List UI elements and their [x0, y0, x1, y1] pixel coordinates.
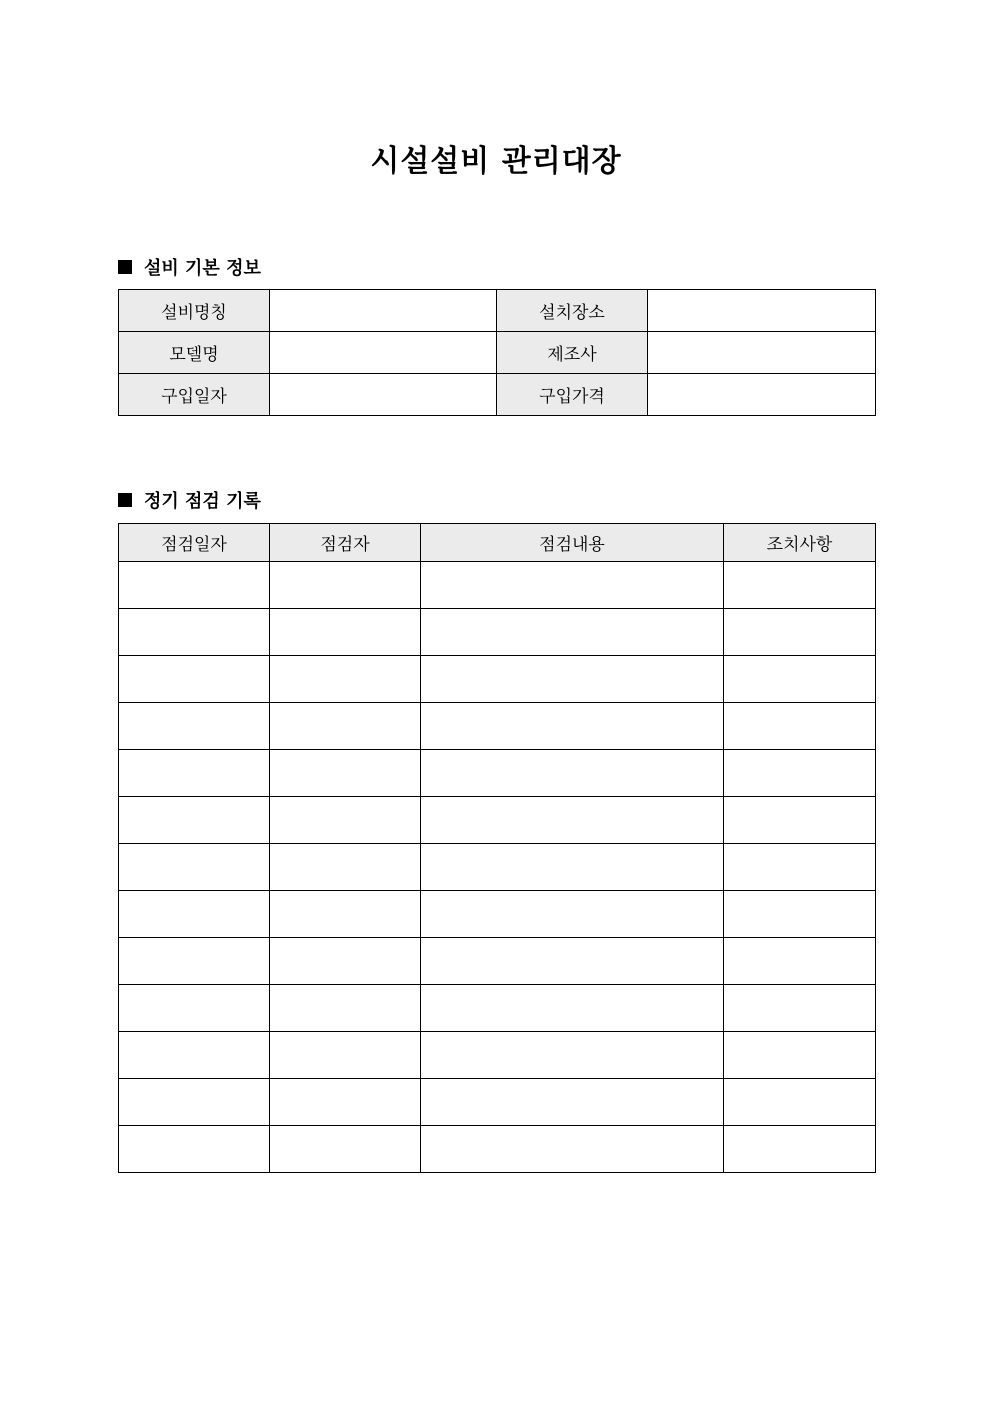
section-heading-inspection-log	[118, 487, 261, 513]
info-label-cell: 설비명칭	[119, 290, 270, 332]
info-label-cell: 모델명	[119, 332, 270, 374]
log-cell[interactable]	[119, 938, 270, 985]
log-cell[interactable]	[421, 938, 724, 985]
log-cell[interactable]	[421, 609, 724, 656]
equipment-info-table	[118, 289, 876, 416]
info-row	[119, 374, 876, 416]
info-value-cell[interactable]	[648, 290, 876, 332]
log-cell[interactable]	[270, 703, 421, 750]
log-cell[interactable]	[270, 797, 421, 844]
info-label-cell: 제조사	[497, 332, 648, 374]
inspection-log-table	[118, 523, 876, 1173]
info-value-cell[interactable]	[270, 290, 497, 332]
info-label-cell: 설치장소	[497, 290, 648, 332]
log-cell[interactable]	[724, 985, 876, 1032]
table-row	[119, 985, 876, 1032]
info-value-cell[interactable]	[270, 374, 497, 416]
log-cell[interactable]	[724, 1032, 876, 1079]
info-value-cell[interactable]	[648, 374, 876, 416]
log-cell[interactable]	[724, 1079, 876, 1126]
info-value-cell[interactable]	[648, 332, 876, 374]
square-bullet-icon	[118, 260, 132, 274]
log-cell[interactable]	[270, 844, 421, 891]
log-cell[interactable]	[421, 703, 724, 750]
log-cell[interactable]	[724, 844, 876, 891]
log-cell[interactable]	[270, 1032, 421, 1079]
log-cell[interactable]	[421, 1032, 724, 1079]
log-cell[interactable]	[270, 750, 421, 797]
log-cell[interactable]	[724, 656, 876, 703]
log-cell[interactable]	[119, 562, 270, 609]
table-row	[119, 891, 876, 938]
log-cell[interactable]	[119, 1032, 270, 1079]
log-cell[interactable]	[421, 891, 724, 938]
log-cell[interactable]	[119, 1079, 270, 1126]
table-row	[119, 797, 876, 844]
info-row	[119, 290, 876, 332]
log-cell[interactable]	[724, 609, 876, 656]
table-row	[119, 562, 876, 609]
log-cell[interactable]	[270, 1126, 421, 1173]
log-cell[interactable]	[119, 844, 270, 891]
log-cell[interactable]	[724, 750, 876, 797]
log-cell[interactable]	[270, 938, 421, 985]
log-cell[interactable]	[724, 703, 876, 750]
info-label-cell: 구입가격	[497, 374, 648, 416]
info-row	[119, 332, 876, 374]
info-label-cell: 구입일자	[119, 374, 270, 416]
log-cell[interactable]	[270, 1079, 421, 1126]
table-row	[119, 609, 876, 656]
log-cell[interactable]	[119, 797, 270, 844]
log-cell[interactable]	[119, 703, 270, 750]
table-row	[119, 1032, 876, 1079]
log-cell[interactable]	[421, 985, 724, 1032]
log-cell[interactable]	[421, 656, 724, 703]
section-heading-basic-info	[118, 254, 261, 280]
page-title: 시설설비 관리대장	[370, 144, 622, 179]
section-heading-label: 정기 점검 기록	[144, 491, 261, 512]
log-cell[interactable]	[119, 1126, 270, 1173]
table-row	[119, 1126, 876, 1173]
log-cell[interactable]	[119, 891, 270, 938]
log-cell[interactable]	[421, 844, 724, 891]
column-header: 점검일자	[119, 524, 270, 562]
table-row	[119, 938, 876, 985]
log-cell[interactable]	[270, 891, 421, 938]
log-cell[interactable]	[270, 656, 421, 703]
table-row	[119, 656, 876, 703]
info-value-cell[interactable]	[270, 332, 497, 374]
log-cell[interactable]	[421, 1079, 724, 1126]
log-cell[interactable]	[270, 562, 421, 609]
table-row	[119, 750, 876, 797]
table-row	[119, 844, 876, 891]
column-header: 점검자	[270, 524, 421, 562]
log-cell[interactable]	[270, 609, 421, 656]
log-cell[interactable]	[724, 797, 876, 844]
square-bullet-icon	[118, 493, 132, 507]
log-cell[interactable]	[270, 985, 421, 1032]
log-cell[interactable]	[421, 562, 724, 609]
log-cell[interactable]	[724, 562, 876, 609]
log-cell[interactable]	[421, 797, 724, 844]
log-cell[interactable]	[421, 1126, 724, 1173]
column-header: 점검내용	[421, 524, 724, 562]
table-row	[119, 703, 876, 750]
column-header: 조치사항	[724, 524, 876, 562]
log-cell[interactable]	[724, 891, 876, 938]
log-cell[interactable]	[421, 750, 724, 797]
table-row	[119, 1079, 876, 1126]
log-cell[interactable]	[119, 609, 270, 656]
log-cell[interactable]	[119, 656, 270, 703]
log-cell[interactable]	[119, 750, 270, 797]
table-header-row	[119, 524, 876, 562]
log-cell[interactable]	[724, 938, 876, 985]
log-cell[interactable]	[119, 985, 270, 1032]
log-cell[interactable]	[724, 1126, 876, 1173]
section-heading-label: 설비 기본 정보	[144, 258, 261, 279]
